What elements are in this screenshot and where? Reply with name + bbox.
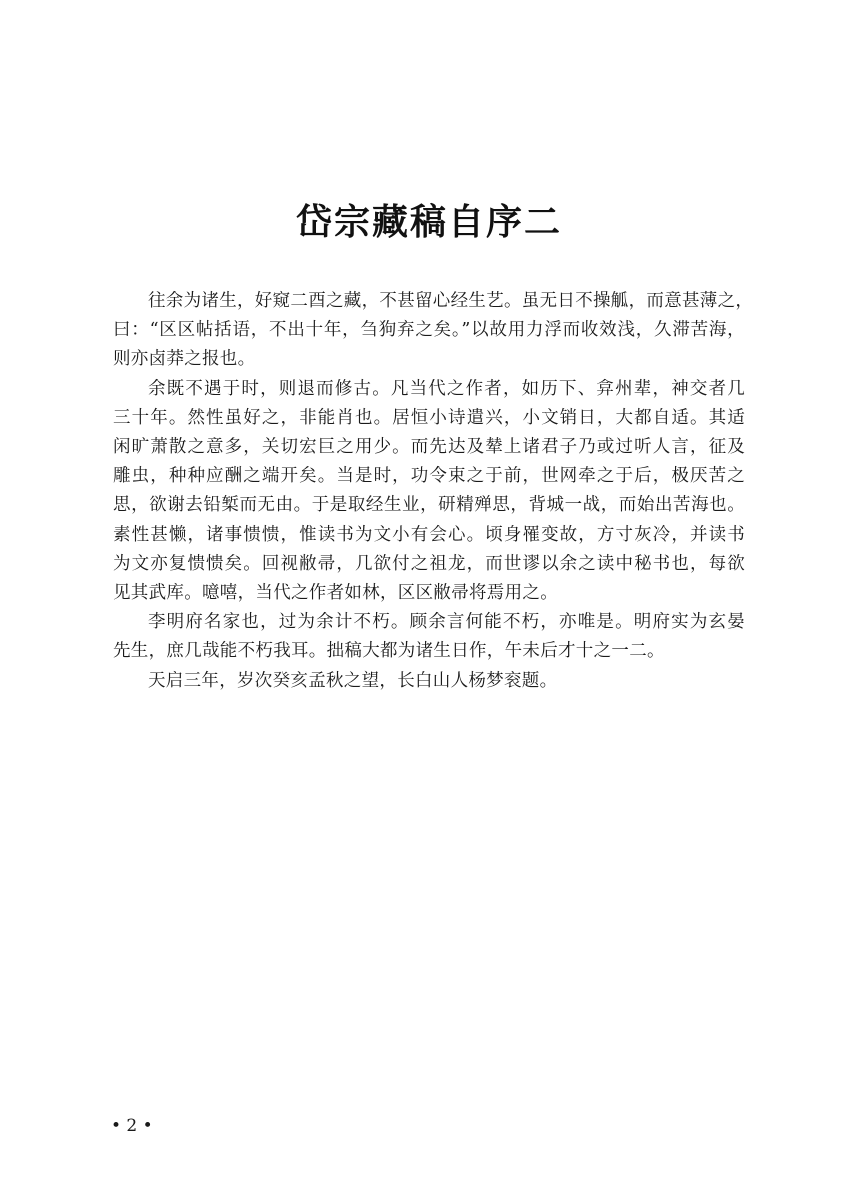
text-line: 曰：“区区帖括语，不出十年，刍狗弃之矣。”以故用力浮而收效浅，久滞苦海， xyxy=(113,320,745,341)
text-line: 闲旷萧散之意多，关切宏巨之用少。而先达及辇上诸君子乃或过听人言，征及 xyxy=(113,437,745,458)
text-line: 见其武库。噫嘻，当代之作者如林，区区敝帚将焉用之。 xyxy=(113,583,558,604)
text-line: 余既不遇于时，则退而修古。凡当代之作者，如历下、弇州辈，神交者几 xyxy=(148,378,745,399)
text-line: 天启三年，岁次癸亥孟秋之望，长白山人杨梦衮题。 xyxy=(148,670,558,691)
paragraph xyxy=(113,608,745,666)
text-line: 则亦卤莽之报也。 xyxy=(113,349,256,370)
text-line: 先生，庶几哉能不朽我耳。拙稿大都为诸生日作，午未后才十之一二。 xyxy=(113,641,665,662)
paragraph xyxy=(113,375,745,609)
text-line: 雕虫，种种应酬之端开矣。当是时，功令束之于前，世网牵之于后，极厌苦之 xyxy=(113,466,745,487)
text-line: 往余为诸生，好窥二酉之藏，不甚留心经生艺。虽无日不操觚，而意甚薄之， xyxy=(148,291,754,311)
paragraph xyxy=(113,287,754,375)
text-line: 为文亦复愦愦矣。回视敝帚，几欲付之祖龙，而世谬以余之读中秘书也，每欲 xyxy=(113,553,745,574)
text-line: 思，欲谢去铅椠而无由。于是取经生业，研精殚思，背城一战，而始出苦海也。 xyxy=(113,495,745,516)
body-text xyxy=(113,287,754,696)
text-line: 三十年。然性虽好之，非能肖也。居恒小诗遣兴，小文销日，大都自适。其适 xyxy=(113,407,745,428)
text-line: 李明府名家也，过为余计不朽。顾余言何能不朽，亦唯是。明府实为玄晏 xyxy=(148,612,745,633)
page-number: • 2 • xyxy=(111,1116,153,1136)
text-line: 素性甚懒，诸事愦愦，惟读书为文小有会心。顷身罹变故，方寸灰冷，并读书 xyxy=(113,524,745,545)
chapter-title: 岱宗藏稿自序二 xyxy=(295,201,562,243)
paragraph xyxy=(113,667,745,696)
